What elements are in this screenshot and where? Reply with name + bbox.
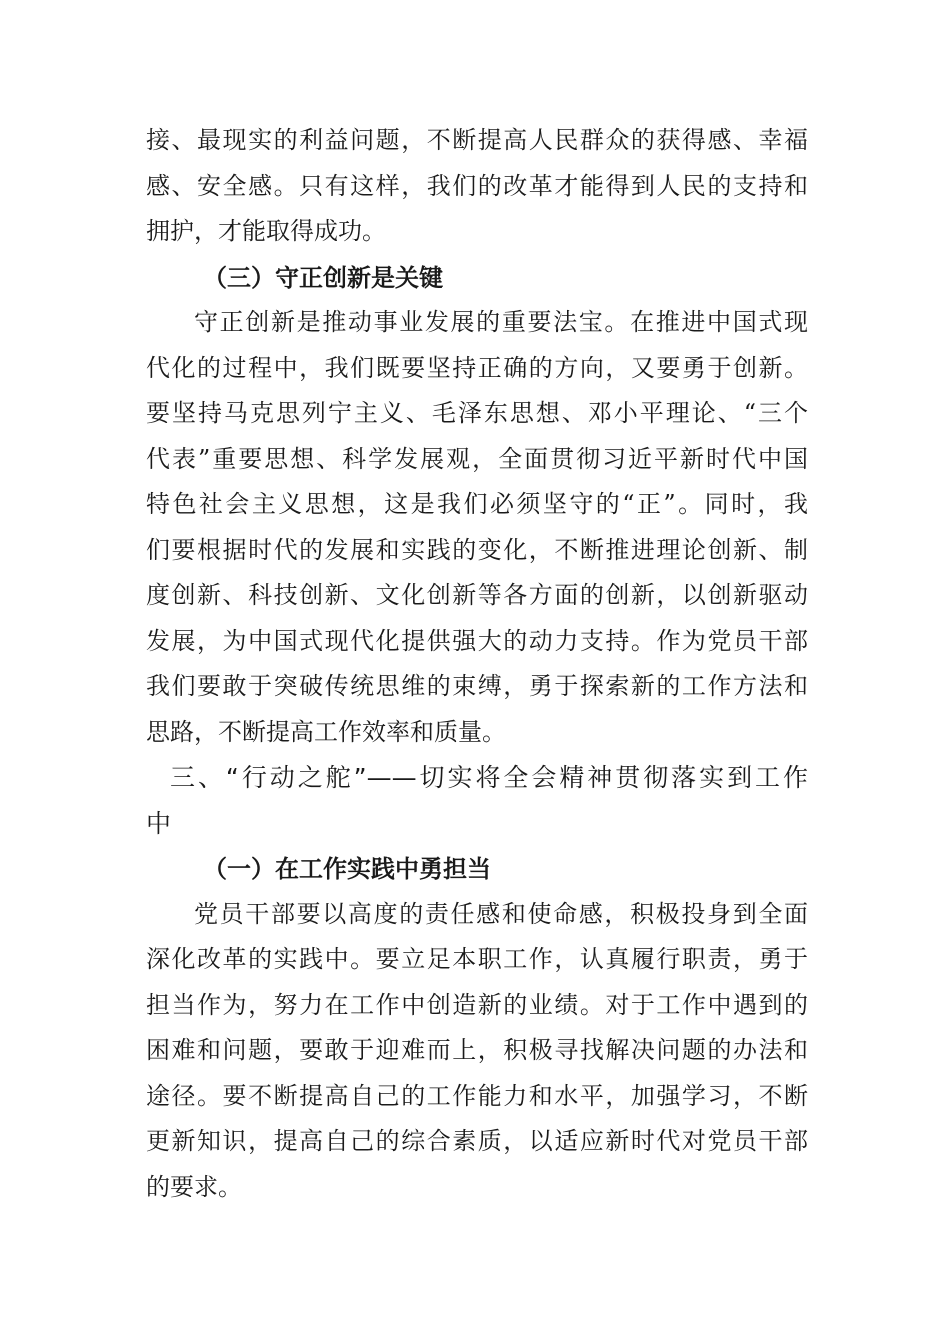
- text-line: 接、最现实的利益问题，不断提高人民群众的获得感、幸福: [146, 126, 808, 154]
- document-body: [146, 118, 808, 1210]
- section-heading-line: 三、“行动之舵”——切实将全会精神贯彻落实到工作: [170, 763, 808, 792]
- text-line: 代表”重要思想、科学发展观，全面贯彻习近平新时代中国: [146, 444, 808, 473]
- text-line: 途径。要不断提高自己的工作能力和水平，加强学习，不断: [146, 1081, 808, 1110]
- text-line: 守正创新是推动事业发展的重要法宝。在推进中国式现: [194, 308, 808, 336]
- text-line: 我们要敢于突破传统思维的束缚，勇于探索新的工作方法和: [146, 672, 808, 700]
- text-line: 更新知识，提高自己的综合素质，以适应新时代对党员干部: [146, 1127, 808, 1155]
- text-line: 要坚持马克思列宁主义、毛泽东思想、邓小平理论、“三个: [146, 399, 808, 427]
- text-line: 困难和问题，要敢于迎难而上，积极寻找解决问题的办法和: [146, 1036, 808, 1064]
- paragraph-continued: [146, 118, 808, 255]
- paragraph-yong-dandang: [146, 892, 808, 1211]
- text-line: 思路，不断提高工作效率和质量。: [146, 717, 506, 746]
- text-line: 感、安全感。只有这样，我们的改革才能得到人民的支持和: [146, 171, 808, 200]
- text-line: 们要根据时代的发展和实践的变化，不断推进理论创新、制: [146, 535, 808, 564]
- section-heading-line: 中: [146, 808, 172, 838]
- text-line: 担当作为，努力在工作中创造新的业绩。对于工作中遇到的: [146, 990, 808, 1019]
- text-line: 度创新、科技创新、文化创新等各方面的创新，以创新驱动: [146, 581, 808, 609]
- subheading-shouzheng-chuangxin: （三）守正创新是关键: [203, 262, 443, 292]
- text-line: 特色社会主义思想，这是我们必须坚守的“正”。同时，我: [146, 490, 808, 518]
- text-line: 代化的过程中，我们既要坚持正确的方向，又要勇于创新。: [146, 353, 808, 382]
- text-line: 发展，为中国式现代化提供强大的动力支持。作为党员干部: [146, 626, 808, 655]
- section-heading-3: [146, 755, 808, 846]
- text-line: 深化改革的实践中。要立足本职工作，认真履行职责，勇于: [146, 945, 808, 973]
- paragraph-shouzheng: [146, 300, 808, 755]
- subheading-yong-dandang: （一）在工作实践中勇担当: [203, 854, 491, 883]
- text-line: 党员干部要以高度的责任感和使命感，积极投身到全面: [194, 899, 808, 928]
- text-line: 的要求。: [146, 1172, 242, 1201]
- text-line: 拥护，才能取得成功。: [146, 217, 386, 245]
